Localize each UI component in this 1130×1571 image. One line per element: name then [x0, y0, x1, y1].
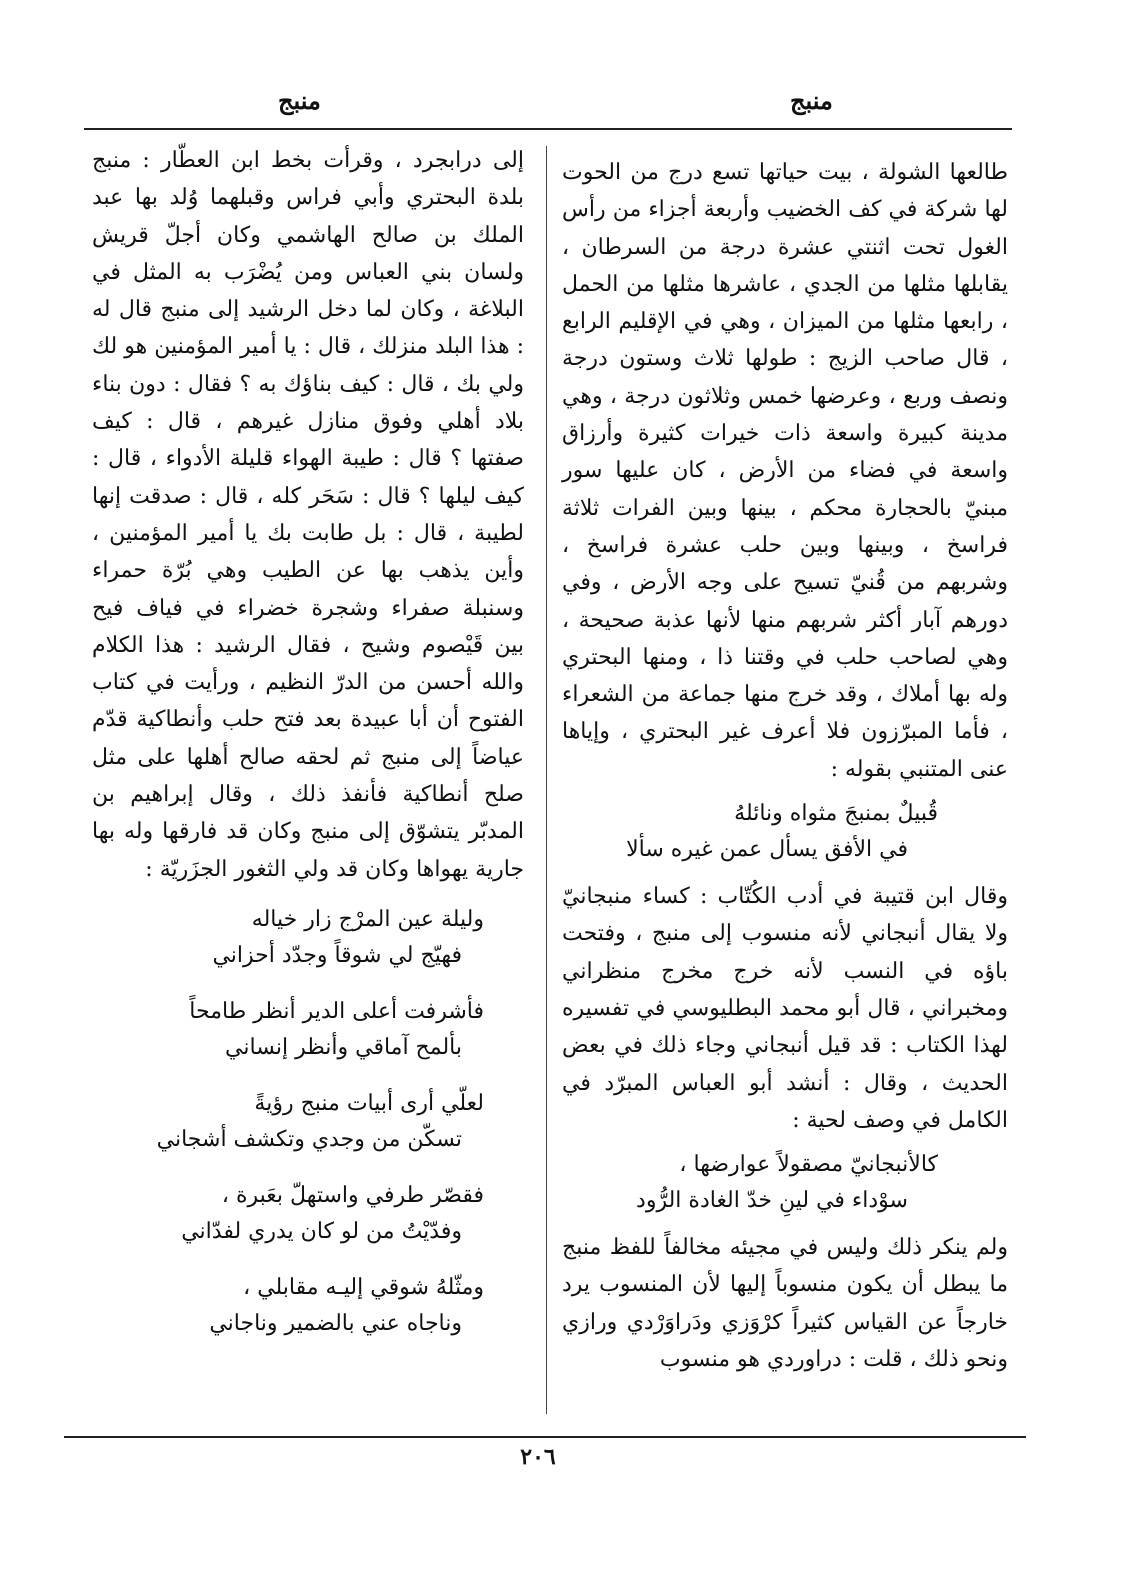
verse-line: لعلّي أرى أبيات منبج رؤيةً: [254, 1090, 484, 1116]
paragraph: إلى درابجرد ، وقرأت بخط ابن العطّار : منبج بلدة البحتري وأبي فراس وقبلهما وُلد بها عبد الملك بن صالح الهاشمي وكان أجلّ قريش ولسان بني العباس ومن يُضْرَب به المثل في البلاغة ، وكان لما دخل الرشيد إلى منبج قال له : هذا البلد منزلك ، قال : يا أمير المؤمنين هو لك ولي بك ، قال : كيف بناؤك به ؟ فقال : دون بناء بلاد أهلي وفوق منازل غيرهم ، قال : كيف صفتها ؟ قال : طيبة الهواء قليلة الأدواء ، قال : كيف ليلها ؟ قال : سَحَر كله ، قال : صدقت إنها لطيبة ، قال : بل طابت بك يا أمير المؤمنين ، وأين يذهب بها عن الطيب وهي بُرّة حمراء وسنبلة صفراء وشجرة خضراء في فياف فيح بين قَيْصوم وشيح ، فقال الرشيد : هذا الكلام والله أحسن من الدرّ النظيم ، ورأيت في كتاب الفتوح أن أبا عبيدة بعد فتح حلب وأنطاكية قدّم عياضاً إلى منبج ثم لحقه صالح أهلها على مثل صلح أنطاكية فأنفذ ذلك ، وقال إبراهيم بن المدبّر يتشوّق إلى منبج وكان قد فارقها وله بها جارية يهواها وكان قد ولي الثغور الجزَريّة :: [92, 148, 524, 882]
verse-line: في الأفق يسأل عمن غيره سألا: [626, 837, 908, 863]
verse-line: فأشرفت أعلى الدير أنظر طامحاً: [189, 998, 484, 1024]
verse-line: وناجاه عني بالضمير وناجاني: [209, 1310, 462, 1336]
poem: [92, 902, 524, 1342]
paragraph: وقال ابن قتيبة في أدب الكُتّاب : كساء منبجانيّ ولا يقال أنبجاني لأنه منسوب إلى منبج ، وفتحت باؤه في النسب لأنه خرج مخرج منظراني ومخبراني ، قال أبو محمد البطليوسي في تفسيره لهذا الكتاب : قد قيل أنبجاني وجاء ذلك في بعض الحديث ، وقال : أنشد أبو العباس المبرّد في الكامل في وصف لحية :: [562, 884, 1008, 1133]
verse-line: فهيّج لي شوقاً وجدّد أحزاني: [212, 942, 462, 968]
verse-line: بألمح آماقي وأنظر إنساني: [225, 1034, 462, 1060]
verse-line: قُبيلٌ بمنبجَ مثواه ونائلهُ: [734, 801, 938, 827]
verse-line: تسكّن من وجدي وتكشف أشجاني: [156, 1126, 462, 1152]
verse-quote: [562, 796, 1008, 868]
verse-line: ومثّلهُ شوقي إليـه مقابلي ،: [243, 1274, 484, 1300]
paragraph: ولم ينكر ذلك وليس في مجيئه مخالفاً للفظ منبج ما يبطل أن يكون منسوباً إليها لأن المنسوب يرد خارجاً عن القياس كثيراً كرْوَزي ودَراوَرْدي ورازي ونحو ذلك ، قلت : دراوردي هو منسوب: [562, 1235, 1008, 1373]
stanza: [92, 1270, 484, 1342]
paragraph: طالعها الشولة ، بيت حياتها تسع درج من الحوت لها شركة في كف الخضيب وأربعة أجزاء من رأس الغول تحت اثنتي عشرة درجة من السرطان ، يقابلها مثلها من الجدي ، عاشرها مثلها من الحمل ، رابعها مثلها من الميزان ، وهي في الإقليم الرابع ، قال صاحب الزيج : طولها ثلاث وستون درجة ونصف وربع ، وعرضها خمس وثلاثون درجة ، وهي مدينة كبيرة واسعة ذات خيرات كثيرة وأرزاق واسعة في فضاء من الأرض ، كان عليها سور مبنيّ بالحجارة محكم ، بينها وبين الفرات ثلاثة فراسخ ، وبينها وبين حلب عشرة فراسخ ، وشربهم من قُنيّ تسيح على وجه الأرض ، وفي دورهم آبار أكثر شربهم منها لأنها عذبة صحيحة ، وهي لصاحب حلب في وقتنا ذا ، ومنها البحتري وله بها أملاك ، وقد خرج منها جماعة من الشعراء ، فأما المبرّزون فلا أعرف غير البحتري ، وإياها عنى المتنبي بقوله :: [562, 160, 1008, 782]
stanza: [92, 994, 484, 1066]
stanza: [92, 902, 484, 974]
verse-line: كالأنبجانيّ مصقولاً عوارضها ،: [679, 1152, 938, 1178]
column-divider: [546, 146, 547, 1414]
verse-line: وفدّيْتُ من لو كان يدري لفدّاني: [181, 1218, 462, 1244]
right-column: [562, 154, 1008, 1378]
left-column: [92, 142, 524, 1362]
running-head-right: منبج: [790, 86, 833, 115]
verse-quote: [562, 1147, 1008, 1219]
header-rule: [84, 128, 1012, 130]
verse-line: فقصّر طرفي واستهلّ بعَبرة ،: [221, 1182, 484, 1208]
verse-line: سوْداء في لينِ خدّ الغادة الرُّود: [636, 1188, 908, 1214]
page-number: ٢٠٦: [520, 1444, 556, 1470]
verse-line: وليلة عين المرْج زار خياله: [251, 906, 484, 932]
stanza: [92, 1086, 484, 1158]
running-head-left: منبج: [278, 86, 321, 115]
footer-rule: [64, 1436, 1026, 1438]
stanza: [92, 1178, 484, 1250]
